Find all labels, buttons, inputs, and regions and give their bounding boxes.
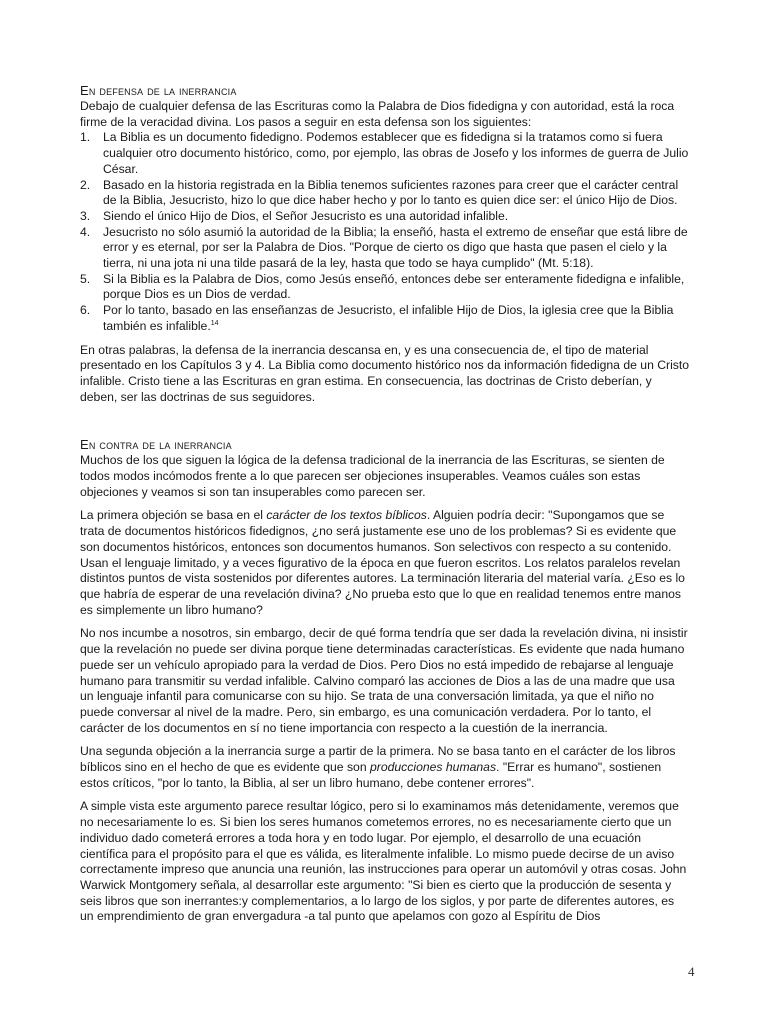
text-span: . Alguien podría decir: "Supongamos que se trata de documentos históricos fidedignos, ¿no será justamente ese uno de los problemas? Si es evidente que son documentos históricos, entonces son documentos humanos. Son selectivos con respecto a su contenido. Usan el lenguaje limitado, y a veces figurativo de la época en que fueron escritos. Los relatos paralelos revelan distintos puntos de vista sostenidos por diferentes autores. La terminación literaria del material varía. ¿Eso es lo que habría de esperar de una revelación divina? ¿No prueba esto que lo que en realidad tenemos entre manos es simplemente un libro humano? — [80, 508, 685, 617]
text-span: . "Errar es humano", sostienen estos críticos, "por lo tanto, la Biblia, al ser un libro humano, debe contener errores". — [80, 760, 662, 790]
list-text: Siendo el único Hijo de Dios, el Señor Jesucristo es una autoridad infalible. — [103, 208, 509, 223]
list-text: Por lo tanto, basado en las enseñanzas de Jesucristo, el infalible Hijo de Dios, la iglesia cree que la Biblia también es infalible. — [103, 303, 674, 333]
list-number: 5. — [80, 271, 91, 286]
body-paragraph — [80, 508, 690, 618]
body-paragraph: A simple vista este argumento parece resultar lógico, pero si lo examinamos más detenidamente, veremos que no necesariamente lo es. Si bien los seres humanos cometemos errores, no es necesariamente cierto que un individuo dado cometerá errores a toda hora y en todo lugar. Por ejemplo, el desarrollo de una ecuación científica para el propósito para el que es válida, es literalmente infalible. Lo mismo puede decirse de un aviso correctamente impreso que anuncia una reunión, las instrucciones para operar un automóvil y otras cosas. John Warwick Montgomery señala, al desarrollar este argumento: "Si bien es cierto que la producción de sesenta y seis libros que son inerrantes:y complementarios, a lo largo de los siglos, y por parte de diferentes autores, es un emprendimiento de gran envergadura -a tal punto que apelamos con gozo al Espíritu de Dios — [80, 799, 687, 924]
intro-paragraph: Debajo de cualquier defensa de las Escrituras como la Palabra de Dios fidedigna y con autoridad, está la roca firme de la veracidad divina. Los pasos a seguir en esta defensa son los siguientes: — [80, 99, 675, 129]
page-number: 4 — [688, 964, 695, 979]
list-item — [80, 272, 690, 303]
list-number: 2. — [80, 177, 91, 192]
section-heading-defensa: En defensa de la inerrancia — [80, 83, 237, 98]
list-text: La Biblia es un documento fidedigno. Podemos establecer que es fidedigna si la tratamos como si fuera cualquier otro documento histórico, como, por ejemplo, las obras de Josefo y los informes de guerra de Julio César. — [103, 130, 689, 176]
list-text: Jesucristo no sólo asumió la autoridad de la Biblia; la enseñó, hasta el extremo de enseñar que está libre de error y es eternal, por ser la Palabra de Dios. "Porque de cierto os digo que hasta que pasen el cielo y la tierra, ni una jota ni una tilde pasará de la ley, hasta que todo se haya cumplido" (Mt. 5:18). — [103, 224, 688, 271]
list-text: Basado en la historia registrada en la Biblia tenemos suficientes razones para creer que el carácter central de la Biblia, Jesucristo, hizo lo que dice haber hecho y por lo tanto es quien dice ser: el único Hijo de Dios. — [103, 177, 679, 208]
body-paragraph — [80, 744, 690, 791]
steps-list — [80, 130, 690, 334]
footnote-marker: 14 — [210, 319, 219, 327]
text-span: La primera objeción se basa en el — [80, 508, 267, 523]
document-page — [80, 83, 690, 925]
list-item — [80, 130, 690, 177]
list-item — [80, 209, 690, 225]
list-number: 4. — [80, 224, 91, 239]
body-paragraph: No nos incumbe a nosotros, sin embargo, decir de qué forma tendría que ser dada la revelación divina, ni insistir que la revelación no puede ser divina porque tiene determinadas características. Es evidente que nada humano puede ser un vehículo apropiado para la verdad de Dios. Pero Dios no está impedido de rebajarse al lenguaje humano para transmitir su verdad infalible. Calvino comparó las acciones de Dios a las de una madre que usa un lenguaje infantil para comunicarse con su hijo. Se trata de una conversación limitada, ya que el niño no puede conversar al nivel de la madre. Pero, sin embargo, es una comunicación verdadera. Por lo tanto, el carácter de los documentos en sí no tiene importancia con respecto a la cuestión de la inerrancia. — [80, 626, 688, 735]
list-number: 6. — [80, 303, 91, 318]
list-item — [80, 303, 690, 334]
text-span: Una segunda objeción a la inerrancia surge a partir de la primera. No se basa tanto en el carácter de los libros bíblicos sino en el hecho de que es evidente que son — [80, 744, 676, 775]
conclusion-paragraph: En otras palabras, la defensa de la inerrancia descansa en, y es una consecuencia de, el tipo de material presentado en los Capítulos 3 y 4. La Biblia como documento histórico nos da información fidedigna de un Cristo infalible. Cristo tiene a las Escrituras en gran estima. En consecuencia, las doctrinas de Cristo deberían, y deben, ser las doctrinas de sus seguidores. — [80, 342, 690, 404]
emphasis-text: carácter de los textos bíblicos — [266, 508, 427, 523]
list-number: 3. — [80, 208, 91, 223]
emphasis-text: producciones humanas — [370, 760, 497, 775]
list-item — [80, 178, 690, 209]
list-number: 1. — [80, 130, 91, 145]
section-heading-contra: En contra de la inerrancia — [80, 437, 232, 453]
list-text: Si la Biblia es la Palabra de Dios, como Jesús enseñó, entonces debe ser enteramente fidedigna e infalible, porque Dios es un Dios de verdad. — [103, 271, 685, 302]
list-item — [80, 225, 690, 272]
body-paragraph: Muchos de los que siguen la lógica de la defensa tradicional de la inerrancia de las Escrituras, se sienten de todos modos incómodos frente a lo que parecen ser objeciones insuperables. Veamos cuáles son estas objeciones y veamos si son tan insuperables como parecen ser. — [80, 453, 665, 499]
